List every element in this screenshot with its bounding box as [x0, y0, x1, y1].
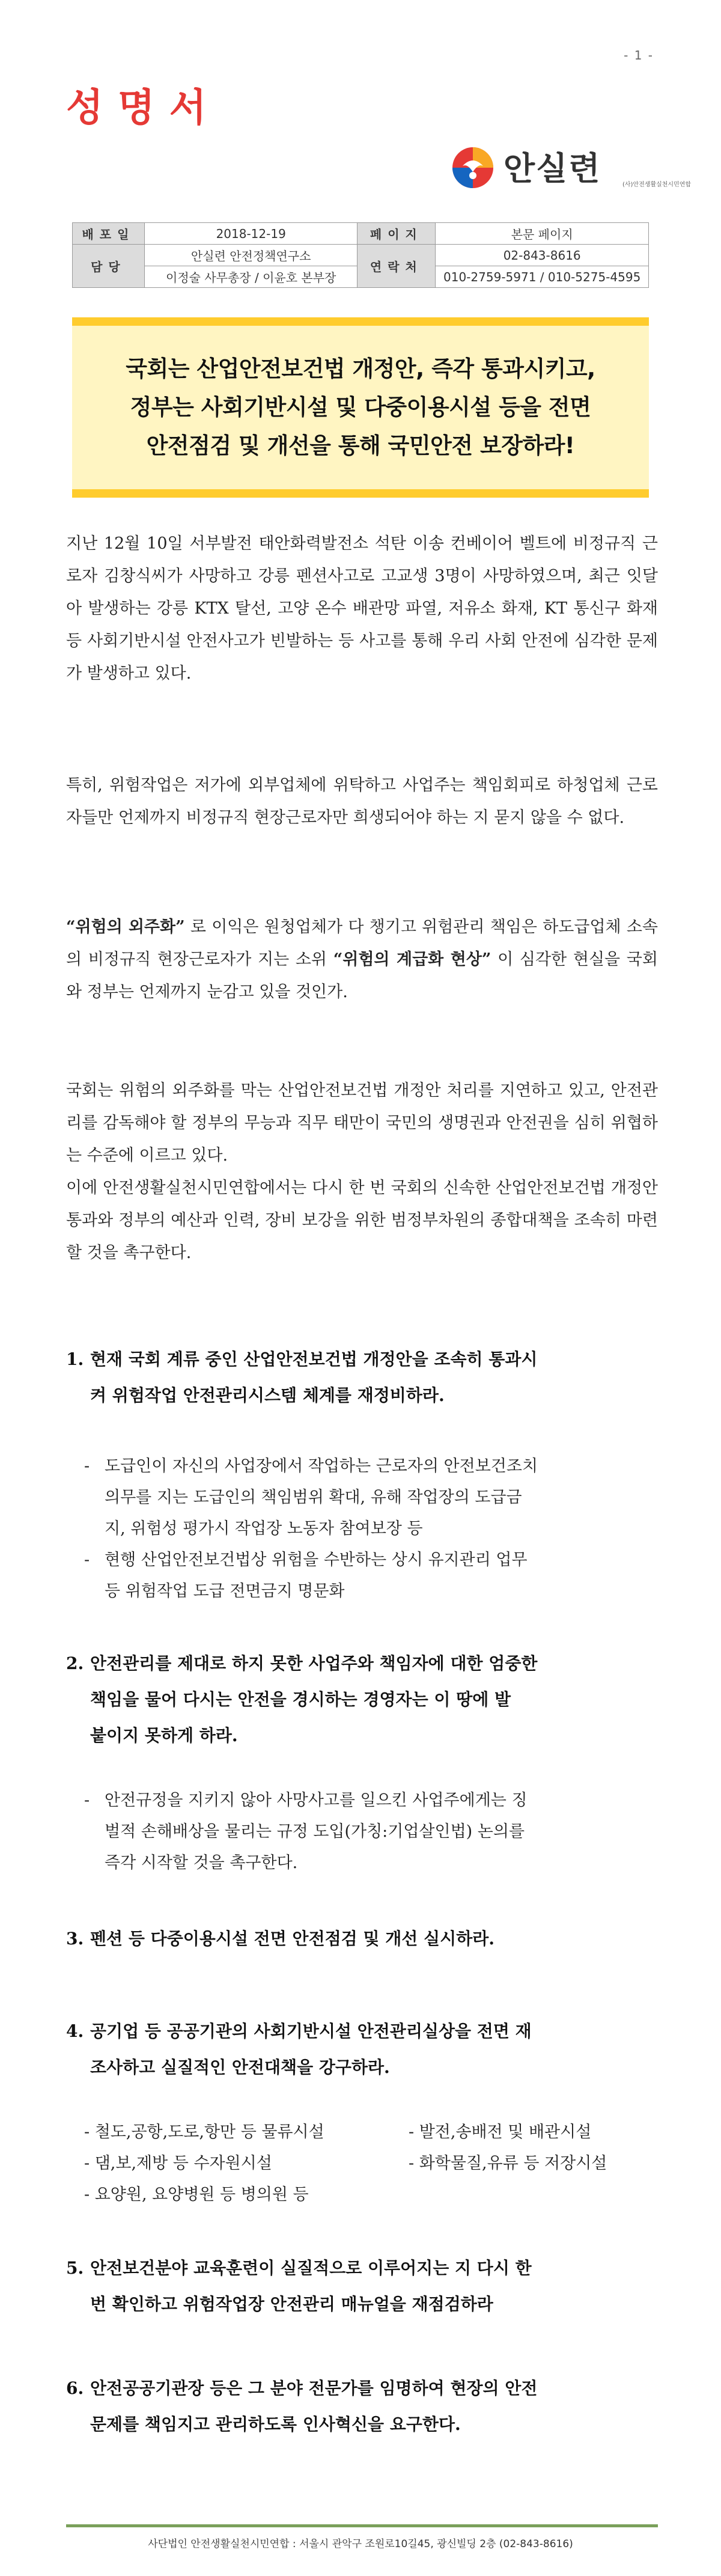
pages-label: 페이지 [357, 223, 436, 245]
phone-label: 연락처 [357, 245, 436, 288]
bullet-item: - 도급인이 자신의 사업장에서 작업하는 근로자의 안전보건조치 의무를 지는 도급인의 책임범위 확대, 유해 작업장의 도급금 지, 위험성 평가시 작업장 노동자 참여보장 등 [84, 1451, 658, 1545]
paragraph-demand: 이에 안전생활실천시민연합에서는 다시 한 번 국회의 신속한 산업안전보건법 개정안 통과와 정부의 예산과 인력, 장비 보강을 위한 범정부차원의 종합대책을 조속히 마련할 것을 촉구한다. [66, 1179, 658, 1262]
logo [451, 139, 692, 200]
bullet-text: 현행 산업안전보건법상 위험을 수반하는 상시 유지관리 업무 [105, 1551, 528, 1569]
item-text: 켜 위험작업 안전관리시스템 체계를 재정비하라. [90, 1385, 445, 1405]
bullet-text: 지, 위험성 평가시 작업장 노동자 참여보장 등 [105, 1519, 423, 1538]
item-text: 붙이지 못하게 하라. [90, 1726, 238, 1745]
logo-subtitle: (사)안전생활실천시민연합 [622, 182, 692, 188]
paragraph-text: 로 이익은 원청업체가 다 챙기고 위험관리 책임은 하도급업체 소속의 비정규직 현장근로자가 지는 소위 [66, 918, 659, 969]
demand-item-6 [66, 2370, 658, 2443]
contact-people: 이정술 사무총장 / 이윤호 본부장 [144, 266, 357, 288]
phone-office: 02-843-8616 [436, 245, 649, 266]
facility-item: - 발전,송배전 및 배관시설 [409, 2123, 592, 2141]
demand-item-2 [66, 1646, 658, 1754]
info-table [72, 222, 649, 288]
facility-item: - 화학물질,유류 등 저장시설 [409, 2154, 607, 2173]
pages-value: 본문 페이지 [436, 223, 649, 245]
bullet-text: 즉각 시작할 것을 촉구한다. [105, 1854, 298, 1872]
item-number: 3. [66, 1929, 84, 1949]
headline-line: 정부는 사회기반시설 및 다중이용시설 등을 전면 [130, 394, 591, 420]
headline-line: 안전점검 및 개선을 통해 국민안전 보장하라! [146, 433, 575, 459]
date-value: 2018-12-19 [144, 223, 357, 245]
facility-item: - 요양원, 요양병원 등 병의원 등 [84, 2185, 309, 2204]
item-text: 문제를 책임지고 관리하도록 인사혁신을 요구한다. [90, 2414, 461, 2434]
bullet-text: 등 위험작업 도급 전면금지 명문화 [105, 1582, 345, 1601]
demand-item-1 [66, 1341, 658, 1414]
bullet-item: - 현행 산업안전보건법상 위험을 수반하는 상시 유지관리 업무 등 위험작업 도급 전면금지 명문화 [84, 1545, 658, 1607]
item-text: 공기업 등 공공기관의 사회기반시설 안전관리실상을 전면 재 [90, 2021, 532, 2041]
date-label: 배포일 [73, 223, 145, 245]
bullet-text: 안전규정을 지키지 않아 사망사고를 일으킨 사업주에게는 징 [105, 1791, 528, 1810]
item-text: 책임을 물어 다시는 안전을 경시하는 경영자는 이 땅에 발 [90, 1689, 511, 1709]
facility-item: - 철도,공항,도로,항만 등 물류시설 [84, 2123, 324, 2141]
footer-divider [66, 2524, 658, 2527]
paragraph-risk-outsourcing [66, 911, 658, 1009]
demand-item-5 [66, 2250, 658, 2322]
headline-line: 국회는 산업안전보건법 개정안, 즉각 통과시키고, [126, 356, 595, 382]
emphasis-risk-class: “위험의 계급화 현상” [333, 950, 491, 969]
item-text: 안전보건분야 교육훈련이 실질적으로 이루어지는 지 다시 한 [90, 2258, 532, 2278]
document-title: 성명서 [66, 86, 221, 130]
bullet-text: 의무를 지는 도급인의 책임범위 확대, 유해 작업장의 도급금 [105, 1488, 522, 1507]
logo-emblem-icon [451, 145, 495, 190]
paragraph-outsourcing: 특히, 위험작업은 저가에 외부업체에 위탁하고 사업주는 책임회피로 하청업체 근로자들만 언제까지 비정규직 현장근로자만 희생되어야 하는 지 묻지 않을 수 없다. [66, 776, 658, 827]
facility-item: - 댐,보,제방 등 수자원시설 [84, 2154, 272, 2173]
headline-box [72, 317, 649, 498]
contact-label: 담당 [73, 245, 145, 288]
logo-name: 안실련 [503, 150, 601, 188]
contact-org: 안실련 안전정책연구소 [144, 245, 357, 266]
page-number: - 1 - [624, 48, 654, 63]
item-number: 4. [66, 2021, 84, 2041]
item-number: 6. [66, 2378, 84, 2398]
item-number: 1. [66, 1349, 84, 1369]
item-number: 2. [66, 1653, 84, 1673]
item-text: 번 확인하고 위험작업장 안전관리 매뉴얼을 재점검하라 [90, 2294, 493, 2314]
item-text: 펜션 등 다중이용시설 전면 안전점검 및 개선 실시하라. [90, 1929, 495, 1949]
bullet-item: - 안전규정을 지키지 않아 사망사고를 일으킨 사업주에게는 징 벌적 손해배상을 물리는 규정 도입(가칭:기업살인법) 논의를 즉각 시작할 것을 촉구한다. [84, 1785, 658, 1879]
demand-item-4 [66, 2013, 658, 2086]
paragraph-national-assembly: 국회는 위험의 외주화를 막는 산업안전보건법 개정안 처리를 지연하고 있고, 안전관리를 감독해야 할 정부의 무능과 직무 태만이 국민의 생명권과 안전권을 심히 위협하는 수준에 이르고 있다. [66, 1081, 658, 1165]
item-text: 현재 국회 계류 중인 산업안전보건법 개정안을 조속히 통과시 [90, 1349, 538, 1369]
item-number: 5. [66, 2258, 84, 2278]
item-text: 안전공공기관장 등은 그 분야 전문가를 임명하여 현장의 안전 [90, 2378, 538, 2398]
bullet-text: 벌적 손해배상을 물리는 규정 도입(가칭:기업살인법) 논의를 [105, 1822, 525, 1841]
paragraph-incidents: 지난 12월 10일 서부발전 태안화력발전소 석탄 이송 컨베이어 벨트에 비정규직 근로자 김창식씨가 사망하고 강릉 펜션사고로 고교생 3명이 사망하였으며, 최근 잇달아 발생하는 강릉 KTX 탈선, 고양 온수 배관망 파열, 저유소 화재, KT 통신구 화재 등 사회기반시설 안전사고가 빈발하는 등 사고를 통해 우리 사회 안전에 심각한 문제가 발생하고 있다. [66, 534, 658, 683]
footer-address: 사단법인 안전생활실천시민연합 : 서울시 관악구 조원로10길45, 광신빌딩 2층 (02-843-8616) [148, 2538, 573, 2550]
emphasis-risk-outsourcing: “위험의 외주화” [66, 918, 185, 936]
demand-item-3 [66, 1921, 658, 1957]
item-text: 안전관리를 제대로 하지 못한 사업주와 책임자에 대한 엄중한 [90, 1653, 538, 1673]
paragraph-text: 이 심각한 현실을 국회와 정부는 언제까지 눈감고 있을 것인가. [66, 950, 658, 1001]
phone-mobile: 010-2759-5971 / 010-5275-4595 [436, 266, 649, 288]
bullet-text: 도급인이 자신의 사업장에서 작업하는 근로자의 안전보건조치 [105, 1457, 538, 1476]
item-text: 조사하고 실질적인 안전대책을 강구하라. [90, 2057, 390, 2077]
